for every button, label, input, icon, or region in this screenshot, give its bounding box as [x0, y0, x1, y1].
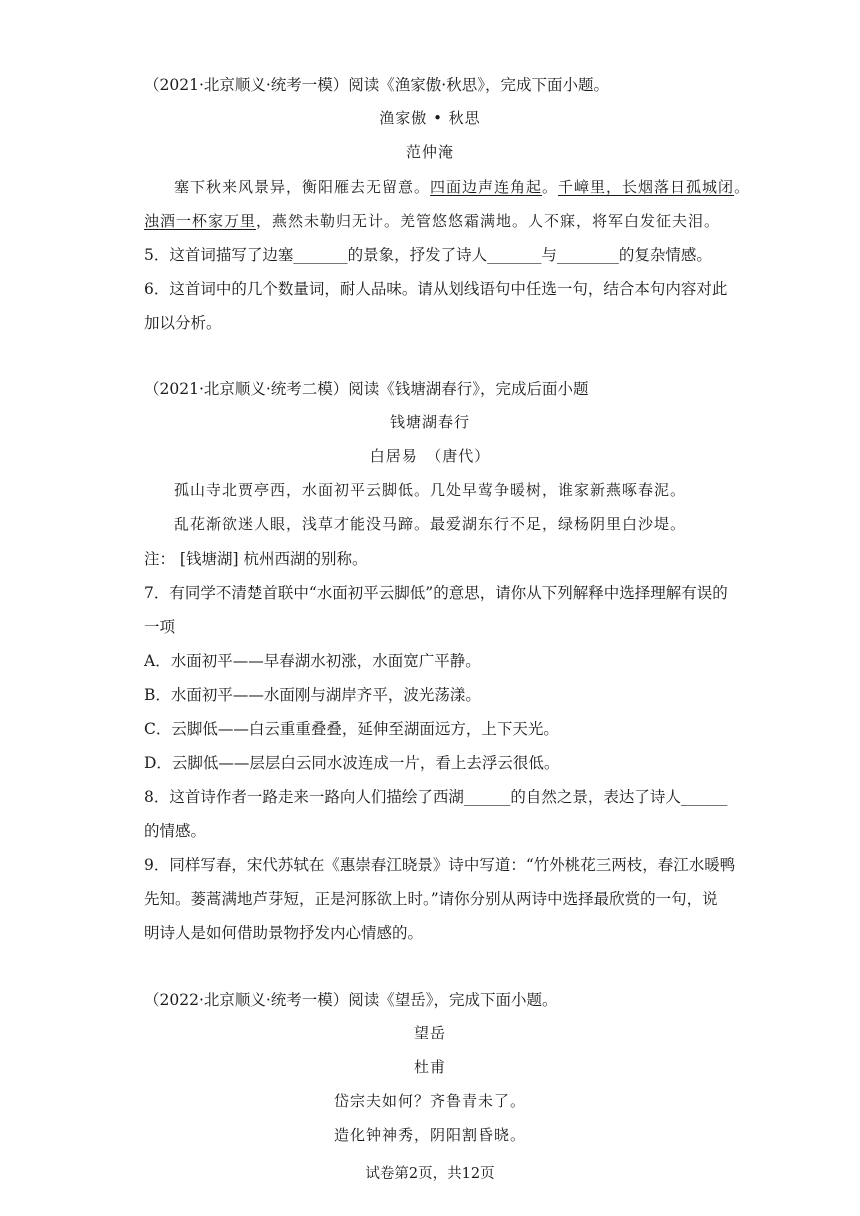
poem-line-1	[174, 176, 750, 197]
question-8-line-2: 的情感。	[144, 822, 207, 840]
option-a: A．水面初平——早春湖水初涨，水面宽广平静。	[144, 652, 481, 670]
poem-line-2: 乱花渐欲迷人眼，浅草才能没马蹄。最爱湖东行不足，绿杨阴里白沙堤。	[173, 515, 686, 533]
question-9-line-1: 9．同样写春，宋代苏轼在《惠崇春江晓景》诗中写道：“竹外桃花三两枝，春江水暖鸭	[144, 856, 736, 874]
question-5: 5．这首词描写了边塞_______的景象，抒发了诗人_______与________的复杂情感。	[144, 246, 712, 264]
poem-title-3: 望岳	[413, 1024, 446, 1042]
poem-text: ，燕然未勒归无计。羌管悠悠霜满地。人不寐，将军白发征夫泪。	[256, 212, 721, 230]
underlined-text: 浊酒一杯家万里	[144, 212, 257, 230]
question-7-line-2: 一项	[144, 618, 176, 636]
poem-author-2: 白居易 （唐代）	[369, 447, 491, 465]
poem-line-1: 孤山寺北贾亭西，水面初平云脚低。几处早莺争暖树，谁家新燕啄春泥。	[173, 481, 686, 499]
question-7-line-1: 7．有同学不清楚首联中“水面初平云脚低”的意思，请你从下列解释中选择理解有误的	[144, 584, 728, 602]
poem-line-2: 造化钟神秀，阴阳割昏晓。	[333, 1126, 526, 1144]
question-header-3: （2022·北京顺义·统考一模）阅读《望岳》，完成下面小题。	[144, 991, 558, 1009]
question-6-line-2: 加以分析。	[144, 314, 222, 332]
question-8-line-1: 8．这首诗作者一路走来一路向人们描绘了西湖______的自然之景，表达了诗人______	[144, 788, 728, 806]
option-c: C．云脚低——白云重重叠叠，延伸至湖面远方，上下天光。	[144, 720, 559, 738]
poem-line-2	[144, 210, 720, 231]
poem-author-3: 杜甫	[413, 1058, 446, 1076]
annotation-note: 注： [钱塘湖] 杭州西湖的别称。	[144, 550, 368, 568]
question-6-line-1: 6．这首词中的几个数量词，耐人品味。请从划线语句中任选一句，结合本句内容对此	[144, 280, 728, 298]
question-9-line-3: 明诗人是如何借助景物抒发内心情感的。	[144, 924, 424, 942]
option-b: B．水面初平——水面刚与湖岸齐平，波光荡漾。	[144, 686, 481, 704]
option-d: D．云脚低——层层白云同水波连成一片，看上去浮云很低。	[144, 754, 560, 772]
poem-title-1: 渔家傲 • 秋思	[379, 109, 481, 127]
poem-title-2: 钱塘湖春行	[389, 413, 470, 431]
page-footer: 试卷第2页，共12页	[365, 1166, 495, 1182]
poem-text: 。	[734, 178, 751, 196]
underlined-text: 四面边声连角起	[430, 178, 543, 196]
question-header-2: （2021·北京顺义·统考二模）阅读《钱塘湖春行》，完成后面小题	[144, 380, 589, 398]
poem-author-1: 范仲淹	[405, 143, 454, 161]
poem-line-1: 岱宗夫如何？齐鲁青未了。	[333, 1092, 526, 1110]
underlined-text: 千嶂里，长烟落日孤城闭	[558, 178, 735, 196]
poem-text: 塞下秋来风景异，衡阳雁去无留意。	[174, 178, 431, 196]
question-9-line-2: 先知。蒌蒿满地芦芽短，正是河豚欲上时。”请你分别从两诗中选择最欣赏的一句，说	[144, 890, 718, 908]
poem-text: 。	[542, 178, 559, 196]
question-header-1: （2021·北京顺义·统考一模）阅读《渔家傲·秋思》，完成下面小题。	[144, 76, 609, 94]
